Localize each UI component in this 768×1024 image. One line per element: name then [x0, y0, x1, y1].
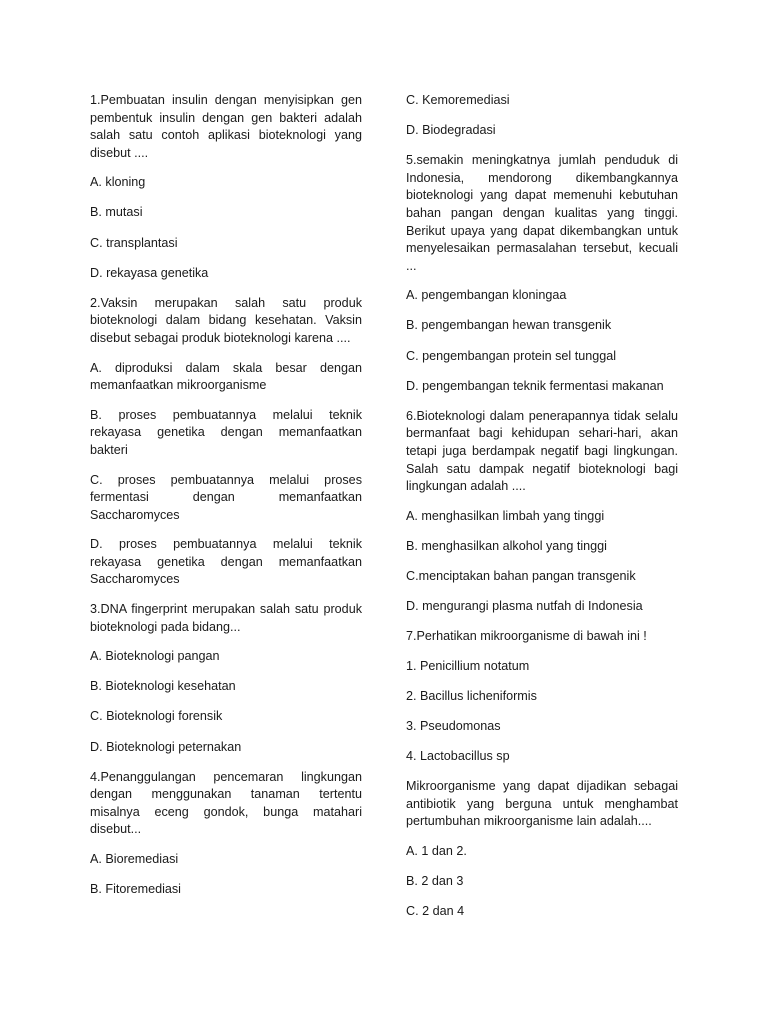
question-6: 6.Bioteknologi dalam penerapannya tidak selalu bermanfaat bagi kehidupan sehari-hari, akan tetapi juga berdampak negatif bagi lingkungan. Salah satu dampak negatif bioteknologi bagi lingkungan adalah .... [406, 408, 678, 494]
q6-option-c: C.menciptakan bahan pangan transgenik [406, 568, 636, 583]
q6-option-d: D. mengurangi plasma nutfah di Indonesia [406, 598, 643, 613]
q7-option-c: C. 2 dan 4 [406, 904, 465, 918]
q3-option-d: D. Bioteknologi peternakan [90, 739, 242, 754]
question-2: 2.Vaksin merupakan salah satu produk bioteknologi dalam bidang kesehatan. Vaksin disebut sebagai produk bioteknologi karena .... [90, 295, 362, 345]
q7-option-a: A. 1 dan 2. [406, 843, 467, 858]
q3-option-a: A. Bioteknologi pangan [90, 649, 220, 664]
q4-option-d: D. Biodegradasi [406, 123, 496, 138]
question-7-prompt: Mikroorganisme yang dapat dijadikan sebagai antibiotik yang berguna untuk menghambat pertumbuhan mikroorganisme lain adalah.... [406, 779, 678, 829]
q7-option-b: B. 2 dan 3 [406, 873, 464, 888]
q7-item-1: 1. Penicillium notatum [406, 658, 530, 673]
q1-option-c: C. transplantasi [90, 235, 178, 250]
q4-option-a: A. Bioremediasi [90, 852, 179, 866]
q7-item-4: 4. Lactobacillus sp [406, 748, 510, 763]
q2-option-b: B. proses pembuatannya melalui teknik rekayasa genetika dengan memanfaatkan bakteri [90, 407, 362, 457]
q2-option-a: A. diproduksi dalam skala besar dengan memanfaatkan mikroorganisme [90, 360, 362, 393]
q7-item-3: 3. Pseudomonas [406, 718, 501, 733]
q4-option-c: C. Kemoremediasi [406, 93, 510, 107]
q5-option-a: A. pengembangan kloningaa [406, 288, 567, 303]
right-column [406, 92, 678, 933]
q5-option-c: C. pengembangan protein sel tunggal [406, 348, 617, 363]
q3-option-b: B. Bioteknologi kesehatan [90, 679, 236, 694]
q5-option-d: D. pengembangan teknik fermentasi makanan [406, 378, 664, 393]
q4-option-b: B. Fitoremediasi [90, 882, 181, 897]
left-column [90, 92, 362, 911]
question-5: 5.semakin meningkatnya jumlah penduduk di Indonesia, mendorong dikembangkannya bioteknologi yang dapat memenuhi kebutuhan bahan pangan dengan kualitas yang tinggi. Berikut upaya yang dapat dikembangkan untuk menyelesaikan permasalahan tersebut, kecuali ... [406, 153, 678, 273]
q7-item-2: 2. Bacillus licheniformis [406, 688, 537, 703]
q2-option-c: C. proses pembuatannya melalui proses fermentasi dengan memanfaatkan Saccharomyces [90, 472, 362, 522]
question-7: 7.Perhatikan mikroorganisme di bawah ini ! [406, 629, 647, 644]
q6-option-a: A. menghasilkan limbah yang tinggi [406, 508, 605, 523]
q3-option-c: C. Bioteknologi forensik [90, 709, 223, 724]
q5-option-b: B. pengembangan hewan transgenik [406, 318, 612, 333]
q1-option-a: A. kloning [90, 175, 146, 190]
q1-option-d: D. rekayasa genetika [90, 265, 209, 280]
q2-option-d: D. proses pembuatannya melalui teknik rekayasa genetika dengan memanfaatkan Saccharomyces [90, 537, 362, 587]
q1-option-b: B. mutasi [90, 205, 143, 220]
q6-option-b: B. menghasilkan alkohol yang tinggi [406, 538, 607, 553]
question-1: 1.Pembuatan insulin dengan menyisipkan gen pembentuk insulin dengan gen bakteri adalah salah satu contoh aplikasi bioteknologi yang disebut .... [90, 93, 362, 160]
question-3: 3.DNA fingerprint merupakan salah satu produk bioteknologi pada bidang... [90, 602, 362, 634]
question-4: 4.Penanggulangan pencemaran lingkungan dengan menggunakan tanaman tertentu misalnya eceng gondok, bunga matahari disebut... [90, 769, 362, 837]
